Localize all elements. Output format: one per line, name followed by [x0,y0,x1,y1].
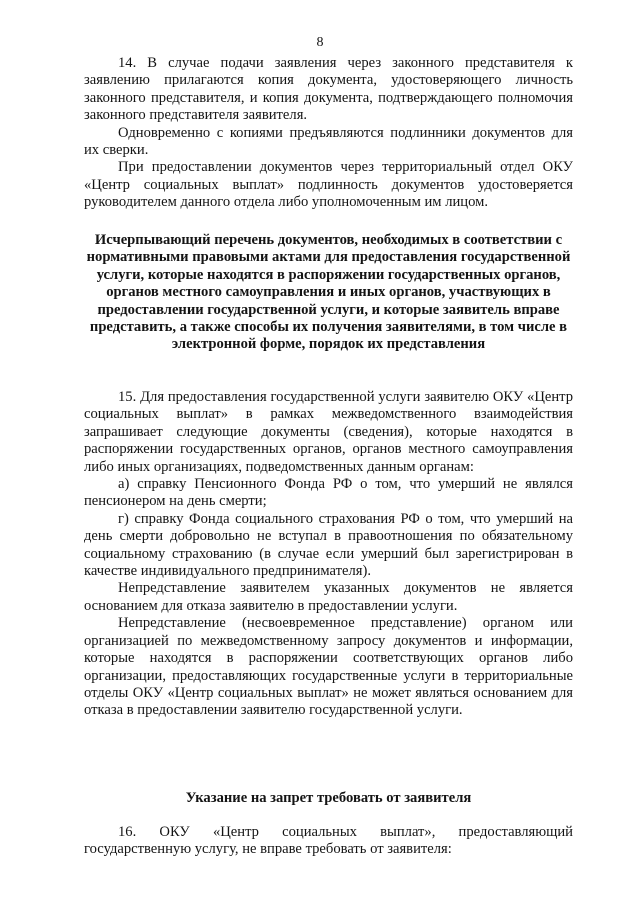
list-item-g: г) справку Фонда социального страхования РФ о том, что умерший на день смерти добровольно не вступал в правоотношения по обязательному социальному страхованию (в случае если умерший был зарегистрирован в качестве индивидуального предпринимателя). [84,510,573,580]
page-number: 8 [316,35,324,50]
paragraph-verification: При предоставлении документов через территориальный отдел ОКУ «Центр социальных выплат» подлинность документов удостоверяется руководителем данного отдела либо уполномоченным им лицом. [84,159,573,211]
paragraph-15: 15. Для предоставления государственной услуги заявителю ОКУ «Центр социальных выплат» в рамках межведомственного взаимодействия запрашивает следующие документы (сведения), которые находятся в распоряжении государственных органов, органов местного самоуправления либо иных организациях, подведомственных данным органам: [84,389,573,475]
paragraph-originals: Одновременно с копиями предъявляются подлинники документов для их сверки. [84,124,573,159]
list-item-a: а) справку Пенсионного Фонда РФ о том, что умерший не являлся пенсионером на день смерти; [84,476,573,510]
section-heading-documents-list: Исчерпывающий перечень документов, необходимых в соответствии с нормативными правовыми актами для предоставления государственной услуги, которые находятся в распоряжении государственных органов, органов местного самоуправления и иных органов, участвующих в предоставлении государственной услуги, и которые заявитель вправе представить, а также способы их получения заявителями, в том числе в электронной форме, порядок их представления [86,232,571,353]
paragraph-16: 16. ОКУ «Центр социальных выплат», предоставляющий государственную услугу, не вправе требовать от заявителя: [84,824,573,858]
section-heading-prohibition: Указание на запрет требовать от заявителя [185,790,472,806]
paragraph-late-submission: Непредставление (несвоевременное представление) органом или организацией по межведомственному запросу документов и информации, которые находятся в распоряжении соответствующих органов либо организации, предоставляющих государственные услуги в территориальные отделы ОКУ «Центр социальных выплат» не может являться основанием для отказа в предоставлении заявителю государственной услуги. [84,615,573,719]
section-prohibition [84,824,573,859]
paragraph-14: 14. В случае подачи заявления через законного представителя к заявлению прилагаются копия документа, удостоверяющего личность законного представителя, и копия документа, подтверждающего полномочия законного представителя заявителя. [84,55,573,124]
paragraph-non-submission: Непредставление заявителем указанных документов не является основанием для отказа заявителю в предоставлении услуги. [84,580,573,614]
section-documents-representative [84,55,573,212]
section-interagency-request [84,389,573,720]
